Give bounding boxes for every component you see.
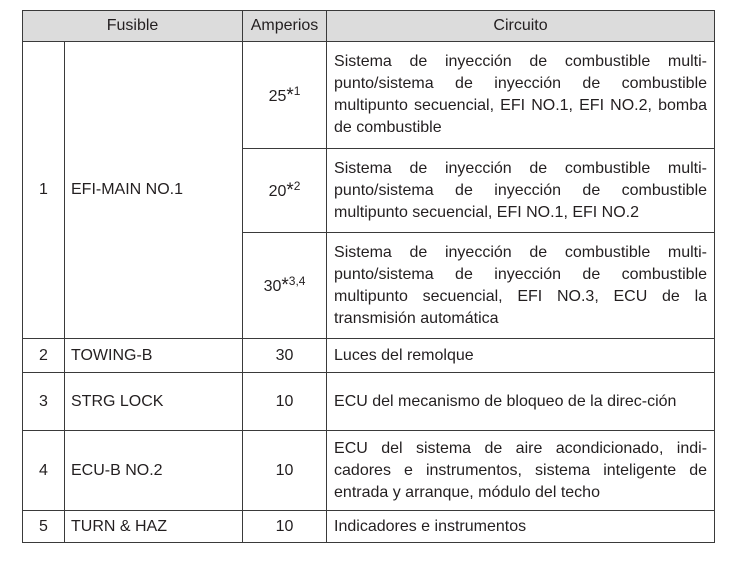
table-header-row <box>23 11 715 42</box>
amp-cell <box>243 233 327 339</box>
table-row <box>23 42 715 149</box>
fuse-number: 4 <box>23 431 65 511</box>
header-fuse: Fusible <box>23 11 243 42</box>
circuit-cell: Sistema de inyección de combustible multi-punto/sistema de inyección de combustible multipunto secuencial, EFI NO.3, ECU de la transmisión automática <box>327 233 715 339</box>
circuit-cell: ECU del sistema de aire acondicionado, indi-cadores e instrumentos, sistema inteligente de entrada y arranque, módulo del techo <box>327 431 715 511</box>
fuse-number: 1 <box>23 42 65 339</box>
header-circuit: Circuito <box>327 11 715 42</box>
amp-cell <box>243 42 327 149</box>
footnote-star: * <box>286 180 294 201</box>
amp-value: 25 <box>268 87 287 105</box>
fuse-name: TURN & HAZ <box>65 511 243 543</box>
amp-cell <box>243 149 327 233</box>
footnote-ref: 1 <box>293 83 301 98</box>
circuit-cell: Sistema de inyección de combustible multi-punto/sistema de inyección de combustible multipunto secuencial, EFI NO.1, EFI NO.2 <box>327 149 715 233</box>
amp-value: 20 <box>268 183 287 200</box>
fuse-name: STRG LOCK <box>65 373 243 431</box>
footnote-ref: 3,4 <box>288 274 306 288</box>
table-row <box>23 373 715 431</box>
fuse-table <box>22 10 715 543</box>
fuse-number: 3 <box>23 373 65 431</box>
amp-value: 30 <box>243 339 327 373</box>
fuse-number: 2 <box>23 339 65 373</box>
circuit-cell: Luces del remolque <box>327 339 715 373</box>
footnote-star: * <box>286 84 294 106</box>
table-row <box>23 339 715 373</box>
amp-value: 10 <box>243 511 327 543</box>
circuit-cell: ECU del mecanismo de bloqueo de la direc-ción <box>327 373 715 431</box>
table-row <box>23 431 715 511</box>
amp-value: 10 <box>243 431 327 511</box>
amp-value: 10 <box>243 373 327 431</box>
footnote-ref: 2 <box>293 179 301 193</box>
circuit-cell: Sistema de inyección de combustible multi-punto/sistema de inyección de combustible multipunto secuencial, EFI NO.1, EFI NO.2, bomba de combustible <box>327 42 715 149</box>
fuse-name: ECU-B NO.2 <box>65 431 243 511</box>
footnote-star: * <box>281 275 289 296</box>
header-amps: Amperios <box>243 11 327 42</box>
fuse-number: 5 <box>23 511 65 543</box>
fuse-name: EFI-MAIN NO.1 <box>65 42 243 339</box>
fuse-name: TOWING-B <box>65 339 243 373</box>
table-row <box>23 511 715 543</box>
circuit-cell: Indicadores e instrumentos <box>327 511 715 543</box>
amp-value: 30 <box>263 278 282 295</box>
